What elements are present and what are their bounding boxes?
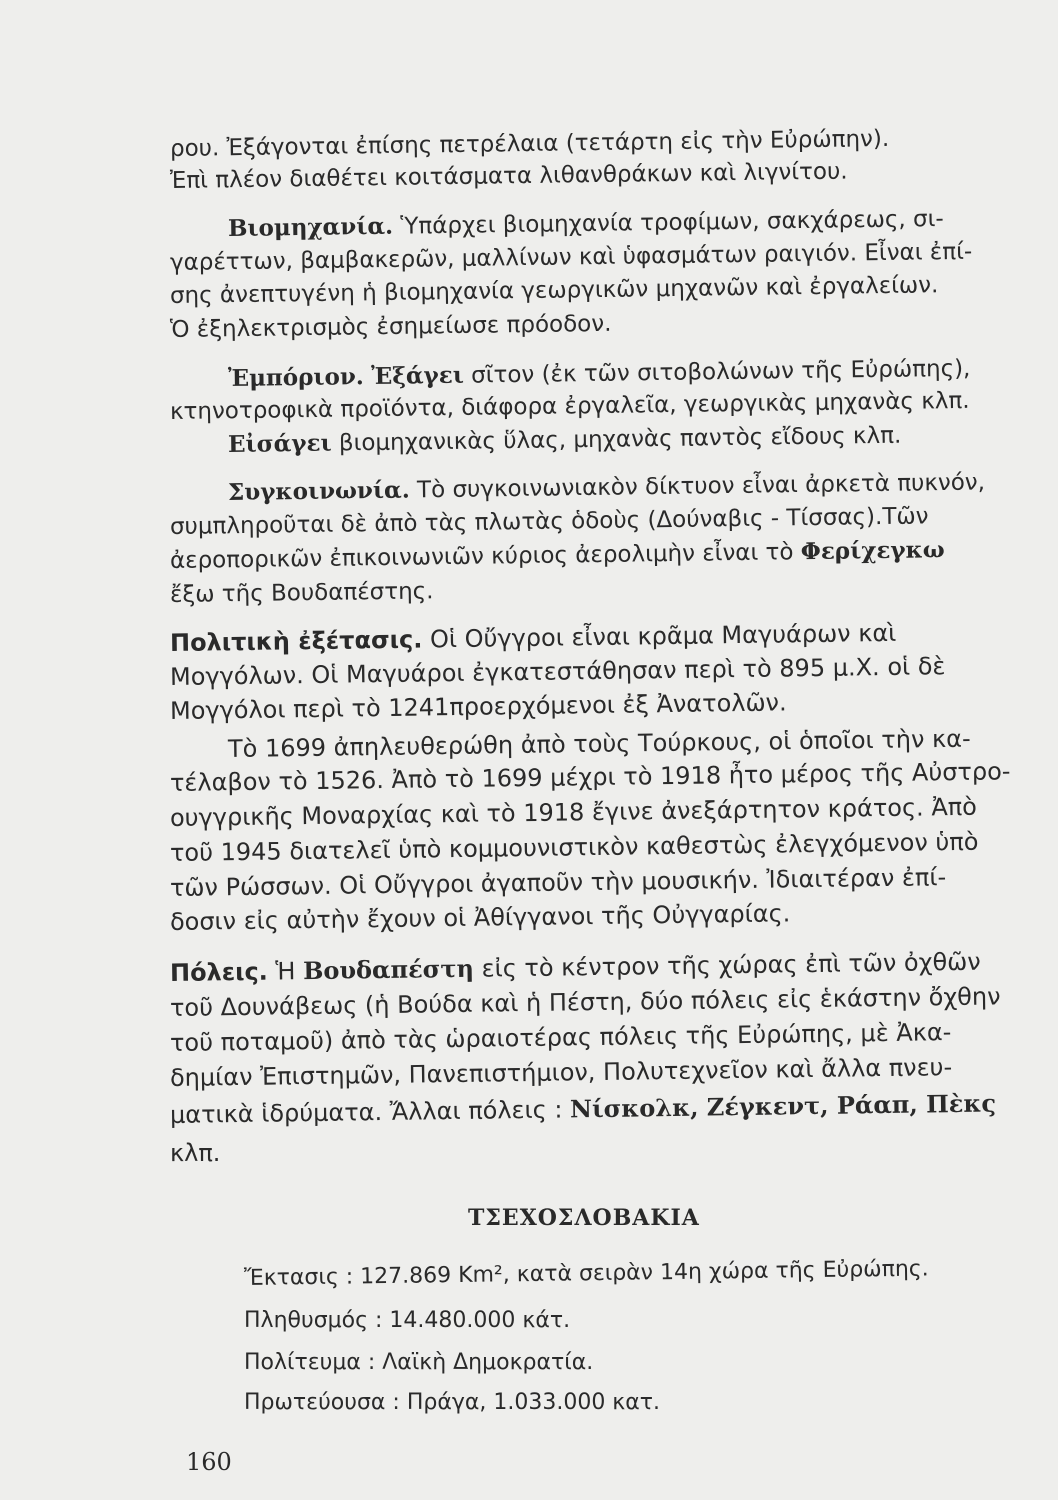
text-line: Ὁ ἐξηλεκτρισμὸς ἐσημείωσε πρόοδον. [169, 310, 612, 343]
other-cities: Νίσκολκ, Ζέγκεντ, Ράαπ, Πὲκς [569, 1088, 997, 1124]
text-span: Ὑπάρχει βιομηχανία τροφίμων, σακχάρεως, σι- [392, 206, 944, 240]
text-line: Μογγόλων. Οἱ Μαγυάροι ἐγκατεστάθησαν περὶ τὸ 895 μ.Χ. οἱ δὲ [169, 652, 946, 691]
trade-heading: Ἐμπόριον. [227, 363, 365, 392]
text-line: δοσιν εἰς αὐτὴν ἔχουν οἱ Ἀθίγγανοι τῆς Οὐγγαρίας. [169, 899, 791, 936]
text-line: γαρέττων, βαμβακερῶν, μαλλίνων καὶ ὑφασμάτων ραιγιόν. Εἶναι ἐπί- [169, 238, 973, 276]
politics-heading: Πολιτικὴ ἐξέτασις. [169, 625, 423, 657]
cities-paragraph [170, 946, 1030, 988]
text-line: Ἐπὶ πλέον διαθέτει κοιτάσματα λιθανθράκων καὶ λιγνίτου. [169, 158, 848, 194]
airport-name: Φερίχεγκω [800, 536, 945, 566]
section-title: ΤΣΕΧΟΣΛΟΒΑΚΙΑ [468, 1205, 700, 1231]
text-line: ρου. Ἐξάγονται ἐπίσης πετρέλαια (τετάρτη εἰς τὴν Εὐρώπην). [169, 125, 890, 162]
text-line: ουγγρικῆς Μοναρχίας καὶ τὸ 1918 ἔγινε ἀνεξάρτητον κράτος. Ἀπὸ [169, 792, 978, 832]
text-span: Ἡ [267, 957, 304, 986]
text-span: ματικὰ ἱδρύματα. Ἄλλαι πόλεις : [169, 1095, 571, 1129]
text-line: τῶν Ρώσσων. Οἱ Οὔγγροι ἀγαποῦν τὴν μουσικήν. Ἰδιαιτέραν ἐπί- [169, 863, 947, 902]
text-span: Τὸ συγκοινωνιακὸν δίκτυον εἶναι ἀρκετὰ πυκνόν, [409, 469, 986, 504]
comm-heading: Συγκοινωνία. [227, 476, 410, 506]
text-line: τοῦ ποταμοῦ) ἀπὸ τὰς ὡραιοτέρας πόλεις τῆς Εὐρώπης, μὲ Ἀκα- [169, 1018, 952, 1057]
text-span: Οἱ Οὔγγροι εἶναι κρᾶμα Μαγυάρων καὶ [422, 618, 897, 654]
text-line: τέλαβον τὸ 1526. Ἀπὸ τὸ 1699 μέχρι τὸ 1918 ἦτο μέρος τῆς Αὐστρο- [169, 757, 1011, 797]
text-line: συμπληροῦται δὲ ἀπὸ τὰς πλωτὰς ὁδοὺς (Δούναβις - Τίσσας).Τῶν [169, 503, 929, 540]
text-line [170, 1088, 1030, 1130]
text-line: τοῦ Δουνάβεως (ἡ Βούδα καὶ ἡ Πέστη, δύο πόλεις εἰς ἑκάστην ὄχθην [169, 982, 1001, 1022]
cities-heading: Πόλεις. [169, 957, 269, 987]
text-line: κλπ. [170, 1139, 221, 1167]
budapest-name: Βουδαπέστη [302, 953, 475, 986]
fact-government: Πολίτευμα : Λαϊκὴ Δημοκρατία. [244, 1350, 594, 1375]
text-line: Μογγόλοι περὶ τὸ 1241προερχόμενοι ἐξ Ἀνατολῶν. [169, 688, 787, 725]
page-number: 160 [186, 1448, 232, 1476]
text-line: δημίαν Ἐπιστημῶν, Πανεπιστήμιον, Πολυτεχνεῖον καὶ ἄλλα πνευ- [169, 1053, 953, 1092]
fact-capital: Πρωτεύουσα : Πράγα, 1.033.000 κατ. [244, 1390, 661, 1415]
text-line: ἔξω τῆς Βουδαπέστης. [169, 578, 434, 608]
text-line: σης ἀνεπτυγένη ἡ βιομηχανία γεωργικῶν μηχανῶν καὶ ἐργαλείων. [169, 272, 939, 309]
industry-heading: Βιομηχανία. [227, 212, 394, 242]
fact-area: Ἔκτασις : 127.869 Km², κατὰ σειρὰν 14η χώρα τῆς Εὐρώπης. [243, 1256, 929, 1291]
text-span: ἀεροπορικῶν ἐπικοινωνιῶν κύριος ἀερολιμὴν εἶναι τὸ [169, 539, 801, 574]
text-line: Τὸ 1699 ἀπηλευθερώθη ἀπὸ τοὺς Τούρκους, οἱ ὁποῖοι τὴν κα- [227, 724, 971, 763]
text-line: τοῦ 1945 διατελεῖ ὑπὸ κομμουνιστικὸν καθεστὼς ἐλεγχόμενον ὑπὸ [169, 827, 979, 867]
text-span: εἰς τὸ κέντρον τῆς χώρας ἐπὶ τῶν ὀχθῶν [473, 947, 981, 983]
imports-heading: Εἰσάγει [227, 429, 332, 458]
fact-population: Πληθυσμός : 14.480.000 κάτ. [244, 1308, 571, 1333]
text-span: σῖτον (ἐκ τῶν σιτοβολώνων τῆς Εὐρώπης), [463, 355, 971, 389]
exports-heading: Ἐξάγει [370, 361, 465, 390]
text-line: κτηνοτροφικὰ προϊόντα, διάφορα ἐργαλεῖα, γεωργικὰς μηχανὰς κλπ. [169, 387, 970, 425]
text-span: βιομηχανικὰς ὕλας, μηχανὰς παντὸς εἴδους κλπ. [331, 422, 902, 457]
